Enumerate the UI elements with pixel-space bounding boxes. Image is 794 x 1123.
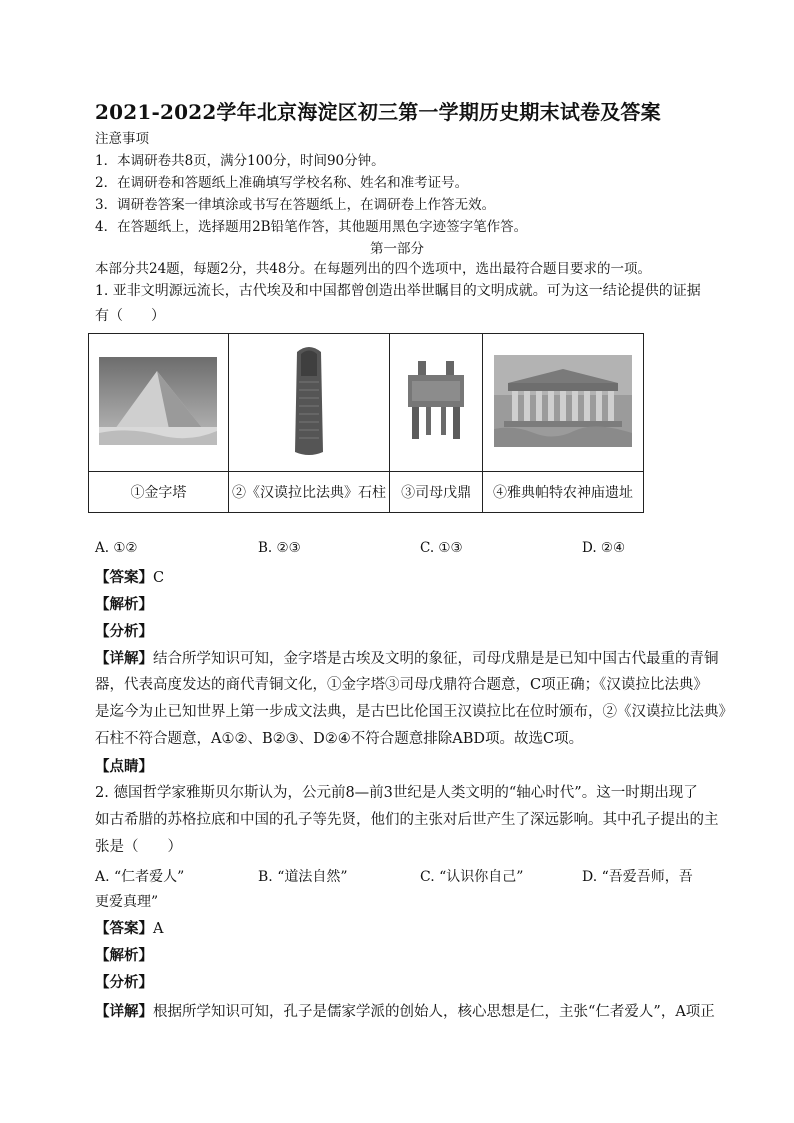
pyramid-image-cell	[89, 334, 229, 472]
q2-detail	[95, 999, 715, 1025]
detail-text: 根据所学知识可知，孔子是儒家学派的创始人，核心思想是仁，主张“仁者爱人”，A项正	[153, 1004, 715, 1020]
q1-stem: 1. 亚非文明源远流长，古代埃及和中国都曾创造出举世瞩目的文明成就。可为这一结论提供的证据	[95, 283, 701, 299]
caption-cell: ④雅典帕特农神庙遗址	[483, 472, 644, 513]
parthenon-image-cell	[483, 334, 644, 472]
part-instruction: 本部分共24题，每题2分，共48分。在每题列出的四个选项中，选出最符合题目要求的一项。	[95, 261, 651, 277]
q2-option-a: A. “仁者爱人”	[95, 869, 185, 885]
q1-detail-line: 是迄今为止已知世界上第一步成文法典，是古巴比伦国王汉谟拉比在位时颁布，②《汉谟拉比法典》	[95, 704, 733, 720]
pyramid-image	[99, 357, 217, 445]
detail-label: 【详解】	[95, 1003, 153, 1020]
q1-answer	[95, 565, 164, 591]
q2-stem-cont: 张是（ ）	[95, 839, 182, 855]
answer-label: 【答案】	[95, 569, 153, 586]
q2-fenxi-label: 【分析】	[95, 974, 153, 991]
note-item: 2．在调研卷和答题纸上准确填写学校名称、姓名和准考证号。	[95, 175, 469, 191]
ding-image	[400, 359, 472, 443]
q1-option-b: B. ②③	[258, 540, 301, 556]
q2-option-d: D. “吾爱吾师，吾	[582, 869, 693, 885]
caption-cell: ③司母戊鼎	[390, 472, 483, 513]
q1-dianjing-label: 【点睛】	[95, 758, 153, 775]
q1-option-d: D. ②④	[582, 540, 626, 556]
parthenon-image	[494, 355, 632, 447]
q1-detail-line: 石柱不符合题意，A①②、B②③、D②④不符合题意排除ABD项。故选C项。	[95, 731, 584, 747]
q2-analysis-label: 【解析】	[95, 947, 153, 964]
note-item: 3．调研卷答案一律填涂或书写在答题纸上，在调研卷上作答无效。	[95, 197, 496, 213]
caption-cell: ②《汉谟拉比法典》石柱	[228, 472, 389, 513]
caption-cell: ①金字塔	[89, 472, 229, 513]
q2-option-d-cont: 更爱真理”	[95, 894, 159, 910]
ding-image-cell	[390, 334, 483, 472]
stele-image	[289, 342, 329, 460]
q1-detail	[95, 646, 719, 672]
q1-image-table	[88, 333, 644, 513]
q1-option-c: C. ①③	[420, 540, 463, 556]
q1-analysis-label: 【解析】	[95, 596, 153, 613]
q2-answer	[95, 916, 163, 942]
q1-fenxi-label: 【分析】	[95, 623, 153, 640]
q1-option-a: A. ①②	[95, 540, 138, 556]
page-title: 2021-2022学年北京海淀区初三第一学期历史期末试卷及答案	[95, 100, 661, 124]
note-item: 1．本调研卷共8页，满分100分，时间90分钟。	[95, 153, 385, 169]
stele-image-cell	[228, 334, 389, 472]
part-title: 第一部分	[370, 241, 424, 257]
q2-stem-cont: 如古希腊的苏格拉底和中国的孔子等先贤，他们的主张对后世产生了深远影响。其中孔子提出的主	[95, 812, 719, 828]
q2-option-b: B. “道法自然”	[258, 869, 348, 885]
q1-stem-cont: 有（ ）	[95, 308, 165, 324]
q1-detail-line: 器，代表高度发达的商代青铜文化，①金字塔③司母戊鼎符合题意，C项正确；《汉谟拉比法典》	[95, 677, 708, 693]
detail-label: 【详解】	[95, 650, 153, 667]
answer-value: A	[153, 921, 164, 937]
q2-stem: 2. 德国哲学家雅斯贝尔斯认为，公元前8—前3世纪是人类文明的“轴心时代”。这一时期出现了	[95, 785, 698, 801]
notes-heading: 注意事项	[95, 131, 149, 147]
q2-option-c: C. “认识你自己”	[420, 869, 524, 885]
detail-text: 结合所学知识可知，金字塔是古埃及文明的象征，司母戊鼎是是已知中国古代最重的青铜	[153, 651, 719, 667]
answer-value: C	[153, 570, 165, 586]
note-item: 4．在答题纸上，选择题用2B铅笔作答，其他题用黑色字迹签字笔作答。	[95, 219, 528, 235]
answer-label: 【答案】	[95, 920, 153, 937]
